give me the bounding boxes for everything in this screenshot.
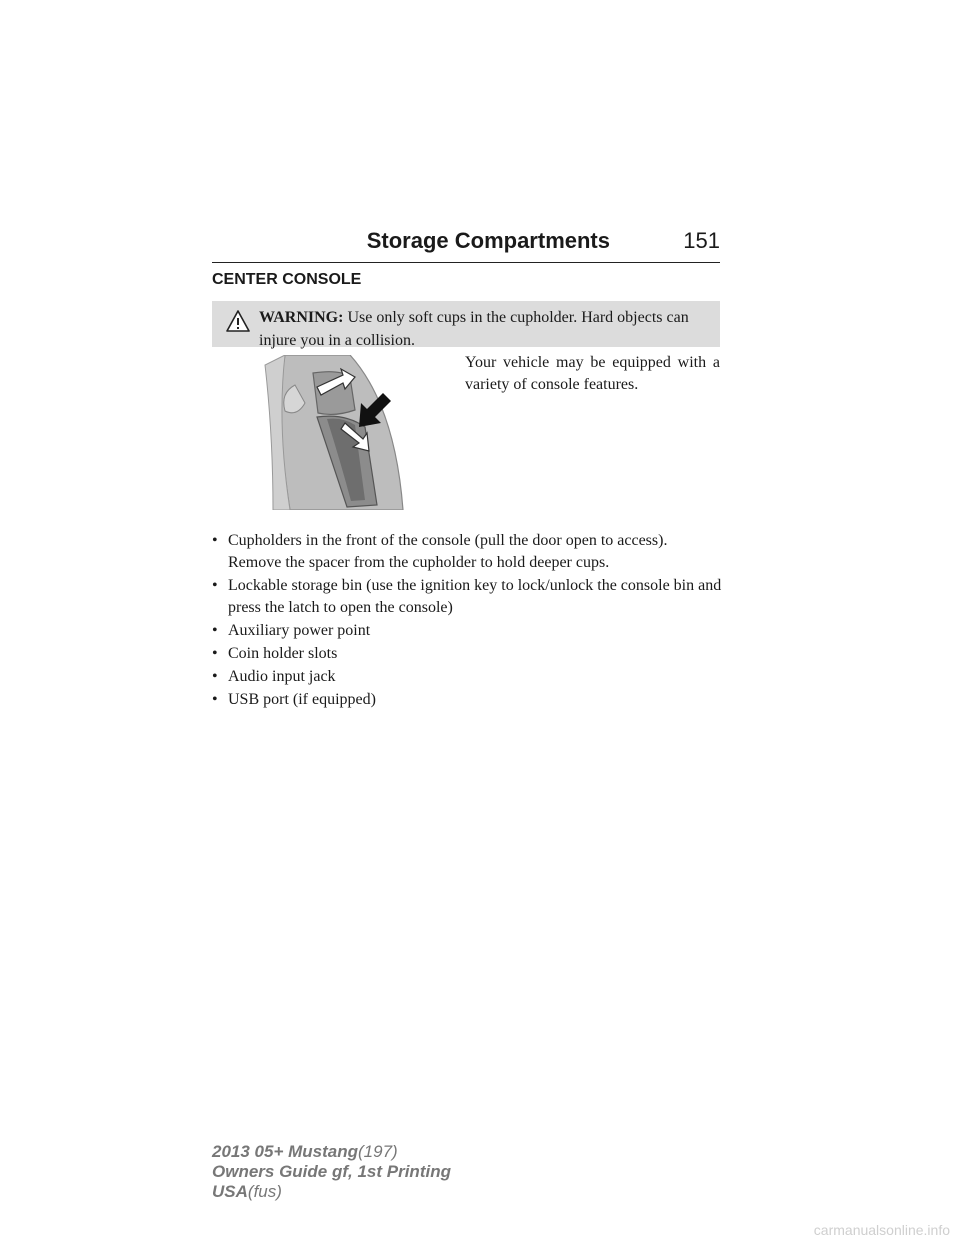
bullet-icon: • xyxy=(212,532,218,549)
bullet-icon: • xyxy=(212,577,218,594)
feature-list xyxy=(212,530,722,712)
section-heading: CENTER CONSOLE xyxy=(212,271,362,288)
warning-triangle-icon xyxy=(226,309,250,333)
page-footer xyxy=(212,1142,451,1202)
list-item: • Coin holder slots xyxy=(212,643,722,665)
warning-box xyxy=(212,301,720,347)
footer-line-guide: Owners Guide gf, 1st Printing xyxy=(212,1162,451,1181)
bullet-icon: • xyxy=(212,668,218,685)
bullet-icon: • xyxy=(212,645,218,662)
section-title: Storage Compartments xyxy=(366,228,610,253)
console-illustration xyxy=(255,355,415,510)
list-item: • Lockable storage bin (use the ignition key to lock/unlock the console bin and press the latch to open the console) xyxy=(212,577,722,616)
bullet-icon: • xyxy=(212,622,218,639)
figure-caption: Your vehicle may be equipped with a variety of console features. xyxy=(465,354,720,393)
list-item: • USB port (if equipped) xyxy=(212,689,722,711)
list-item: • Cupholders in the front of the console (pull the door open to access). Remove the spacer from the cupholder to hold deeper cups. xyxy=(212,532,668,571)
footer-line-model: 2013 05+ Mustang(197) xyxy=(212,1142,398,1161)
footer-line-market: USA(fus) xyxy=(212,1182,282,1201)
bullet-icon: • xyxy=(212,691,218,708)
page-header xyxy=(212,228,720,263)
watermark: carmanualsonline.info xyxy=(813,1222,950,1238)
warning-label: WARNING: xyxy=(259,309,344,326)
page-number: 151 xyxy=(683,228,720,253)
list-item: • Auxiliary power point xyxy=(212,620,722,642)
list-item: • Audio input jack xyxy=(212,666,722,688)
warning-body: Use only soft cups in the cupholder. Hard objects can injure you in a collision. xyxy=(259,309,689,349)
warning-text xyxy=(259,306,709,352)
